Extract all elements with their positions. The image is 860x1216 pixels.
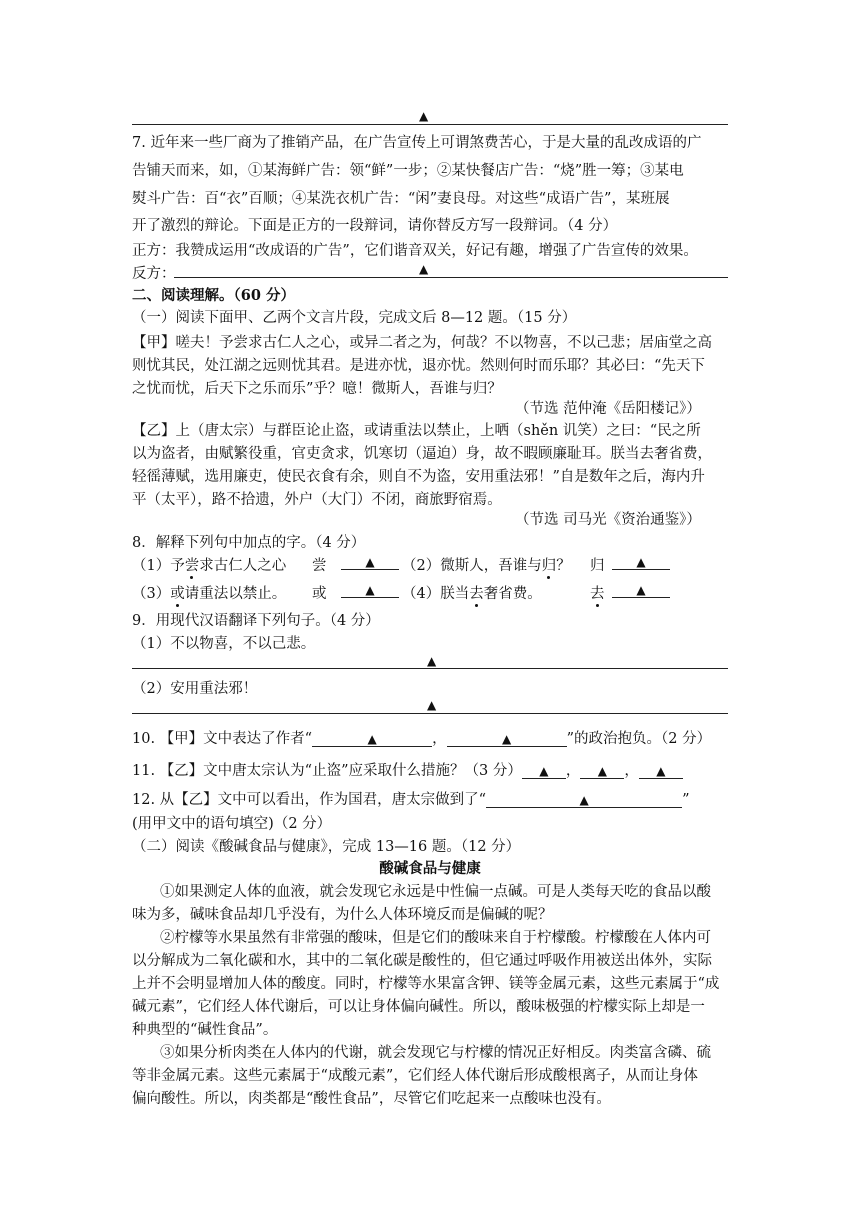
part1-intro: （一）阅读下面甲、乙两个文言片段，完成文后 8—12 题。（15 分） — [132, 310, 577, 326]
q9-sentence2: （2）安用重法邪！ — [132, 681, 258, 697]
answer-marker: ▲ — [427, 654, 437, 668]
dotted-char: 或 — [170, 586, 185, 602]
para3-line2: 等非金属元素。这些元素属于“成酸元素”，它们经人体代谢后形成酸根离子，从而让身体 — [132, 1068, 698, 1084]
jia-line1: 【甲】嗟夫！予尝求古仁人之心，或异二者之为，何哉？不以物喜，不以己悲；居庙堂之高 — [132, 335, 712, 351]
jia-line3: 之忧而忧，后天下之乐而乐”乎？噫！微斯人，吾谁与归？ — [132, 381, 502, 397]
q8-item3-word: 或 — [312, 586, 327, 602]
para2-line1: ②柠檬等水果虽然有非常强的酸味，但是它们的酸味来自于柠檬酸。柠檬酸在人体内可 — [160, 930, 711, 946]
yi-source: （节选 司马光《资治通鉴》） — [515, 512, 701, 528]
q7-fanfang-label: 反方： — [132, 266, 176, 282]
q8-item1-blank[interactable]: ▲ — [341, 554, 399, 570]
q8-item2-blank[interactable]: ▲ — [612, 554, 670, 570]
part2-intro: （二）阅读《酸碱食品与健康》，完成 13—16 题。（12 分） — [132, 839, 521, 855]
q9-answer-line2[interactable] — [132, 713, 728, 714]
para3-line1: ③如果分析肉类在人体内的代谢，就会发现它与柠檬的情况正好相反。肉类富含磷、硫 — [160, 1045, 711, 1061]
para1-line2: 味为多，碱味食品却几乎没有，为什么人体环境反而是偏碱的呢？ — [132, 907, 553, 923]
answer-marker: ▲ — [419, 109, 429, 123]
jia-line2: 则忧其民，处江湖之远则忧其君。是进亦忧，退亦忧。然则何时而乐耶？其必曰：“先天下 — [132, 358, 705, 374]
yi-line3: 轻徭薄赋，选用廉吏，使民衣食有余，则自不为盗，安用重法邪！”自是数年之后，海内升 — [132, 469, 705, 485]
q11-blank3[interactable]: ▲ — [639, 764, 683, 779]
answer-line[interactable] — [132, 124, 728, 125]
q8-item1-word: 尝 — [312, 558, 327, 574]
q8-item2: （2）微斯人，吾谁与归？ — [402, 558, 571, 574]
q8-stem: 8．解释下列句中加点的字。（4 分） — [132, 535, 366, 551]
q11: 11. 【乙】文中唐太宗认为“止盗”应采取什么措施？（3 分） ▲ ， ▲ ， ▲ — [132, 759, 683, 780]
section-heading: 二、阅读理解。（60 分） — [132, 287, 295, 304]
q12: 12. 从【乙】文中可以看出，作为国君，唐太宗做到了“ ▲ ” — [132, 792, 690, 808]
para2-line2: 以分解成为二氧化碳和水，其中的二氧化碳是酸性的，但它通过呼吸作用被送出体外，实际 — [132, 953, 712, 969]
dotted-char: 去 — [469, 586, 484, 602]
para2-line3: 上并不会明显增加人体的酸度。同时，柠檬等水果富含钾、镁等金属元素，这些元素属于“成 — [132, 976, 720, 992]
answer-marker: ▲ — [419, 262, 429, 276]
q11-blank1[interactable]: ▲ — [522, 764, 566, 779]
q10-blank2[interactable]: ▲ — [447, 732, 567, 747]
para2-line4: 碱元素”，它们经人体代谢后，可以让身体偏向碱性。所以，酸味极强的柠檬实际上却是一 — [132, 999, 705, 1015]
q8-item4: （4）朕当去奢省费。 — [402, 586, 542, 602]
q8-item2-word: 归 — [590, 558, 605, 574]
jia-source: （节选 范仲淹《岳阳楼记》） — [515, 401, 701, 417]
q8-item3: （3）或请重法以禁止。 — [132, 586, 287, 602]
article-title: 酸碱食品与健康 — [379, 861, 481, 877]
q7-line4: 开了激烈的辩论。下面是正方的一段辩词，请你替反方写一段辩词。（4 分） — [132, 218, 618, 234]
q7-line1: 7. 近年来一些厂商为了推销产品，在广告宣传上可谓煞费苦心，于是大量的乱改成语的广 — [132, 135, 702, 151]
para1-line1: ①如果测定人体的血液，就会发现它永远是中性偏一点碱。可是人类每天吃的食品以酸 — [160, 884, 711, 900]
q8-item4-word: 去 — [590, 586, 605, 602]
q12-blank[interactable]: ▲ — [486, 793, 682, 808]
yi-line4: 平（太平），路不拾遗，外户（大门）不闭，商旅野宿焉。 — [132, 492, 502, 508]
para2-line5: 种典型的“碱性食品”。 — [132, 1022, 278, 1038]
q7-zhengfang: 正方：我赞成运用“改成语的广告”，它们谐音双关，好记有趣，增强了广告宣传的效果。 — [132, 243, 698, 259]
q8-item1: （1）予尝求古仁人之心 — [132, 558, 287, 574]
q7-answer-line[interactable] — [174, 277, 728, 278]
q7-line3: 熨斗广告：百“衣”百顺；④某洗衣机广告：“闲”妻良母。对这些“成语广告”，某班展 — [132, 191, 670, 207]
q9-answer-line1[interactable] — [132, 668, 728, 669]
q9-sentence1: （1）不以物喜，不以己悲。 — [132, 636, 316, 652]
q8-item4-blank[interactable]: ▲ — [612, 582, 670, 598]
dotted-char: 尝 — [184, 558, 200, 574]
yi-line2: 以为盗者，由赋繁役重，官吏贪求，饥寒切（逼迫）身，故不暇顾廉耻耳。朕当去奢省费， — [132, 446, 712, 462]
yi-line1: 【乙】上（唐太宗）与群臣论止盗，或请重法以禁止，上哂（shěn 讥笑）之曰：“民之所 — [132, 423, 701, 439]
answer-marker: ▲ — [427, 698, 437, 712]
q8-item3-blank[interactable]: ▲ — [341, 582, 399, 598]
q10: 10. 【甲】文中表达了作者“ ▲ ， ▲ ”的政治抱负。（2 分） — [132, 731, 712, 747]
q12-note: (用甲文中的语句填空)（2 分） — [132, 816, 332, 832]
q11-blank2[interactable]: ▲ — [580, 764, 624, 779]
dotted-char: 归 — [541, 558, 557, 574]
q9-stem: 9．用现代汉语翻译下列句子。（4 分） — [132, 613, 380, 629]
q7-line2: 告铺天而来，如，①某海鲜广告：领“鲜”一步；②某快餐店广告：“烧”胜一筹；③某电 — [132, 163, 684, 179]
para3-line3: 偏向酸性。所以，肉类都是“酸性食品”，尽管它们吃起来一点酸味也没有。 — [132, 1091, 611, 1107]
q10-blank1[interactable]: ▲ — [312, 732, 432, 747]
